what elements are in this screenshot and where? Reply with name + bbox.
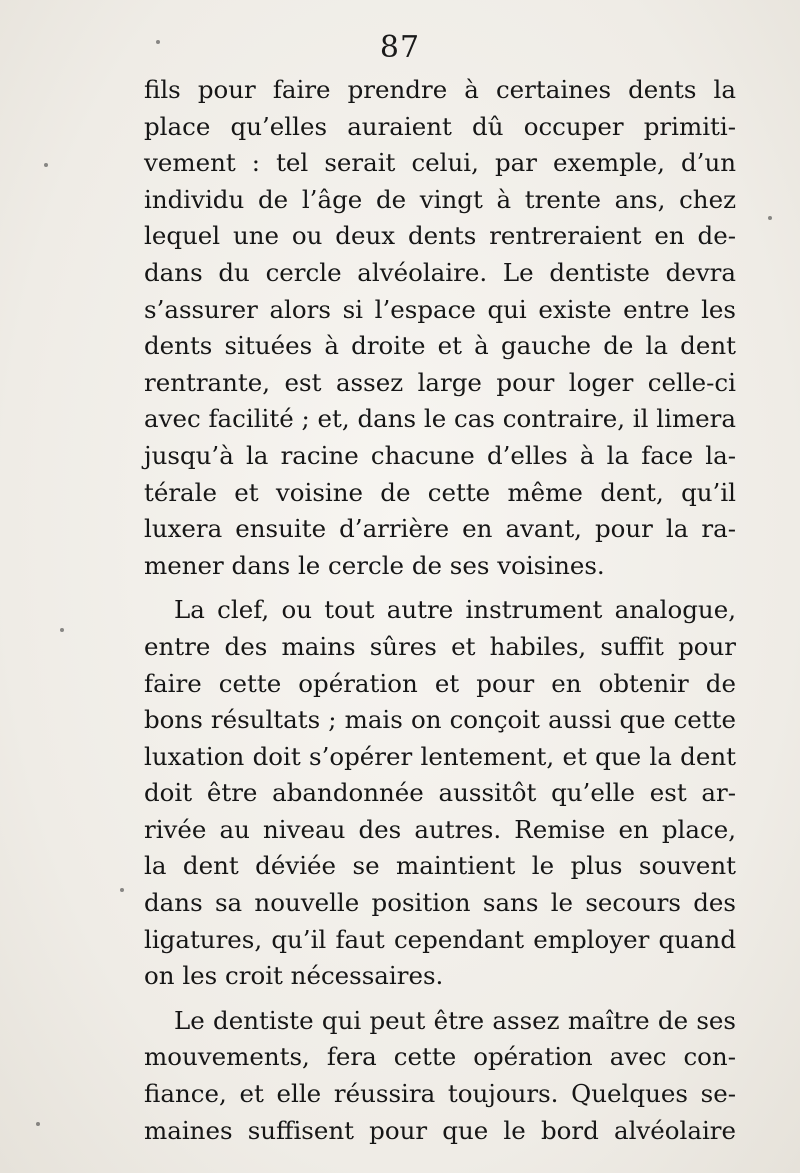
- text-line: dents situées à droite et à gauche de la dent: [144, 331, 736, 361]
- text-line: faire cette opération et pour en obtenir de: [144, 668, 736, 698]
- text-line: on les croit nécessaires.: [144, 961, 444, 991]
- text-line: La clef, ou tout autre instrument analogue,: [174, 595, 736, 625]
- page-number: 87: [379, 30, 421, 65]
- text-line: ligatures, qu’il faut cependant employer quand: [144, 924, 736, 954]
- text-line: fils pour faire prendre à certaines dents la: [144, 75, 736, 104]
- text-line: mener dans le cercle de ses voisines.: [144, 550, 605, 580]
- paper-speck: [768, 216, 772, 220]
- text-line: vement : tel serait celui, par exemple, d’un: [144, 148, 736, 178]
- text-line: bons résultats ; mais on conçoit aussi que cette: [144, 705, 736, 735]
- text-line: s’assurer alors si l’espace qui existe entre les: [144, 294, 736, 324]
- text-line: dans du cercle alvéolaire. Le dentiste devra: [144, 257, 736, 287]
- text-line: lequel une ou deux dents rentreraient en de-: [144, 221, 736, 251]
- text-line: luxera ensuite d’arrière en avant, pour la ra-: [144, 514, 736, 544]
- text-line: entre des mains sûres et habiles, suffit pour: [144, 631, 736, 661]
- paper-speck: [44, 163, 48, 167]
- paragraph-3: [144, 1003, 736, 1149]
- text-line: luxation doit s’opérer lentement, et que la dent: [144, 741, 736, 771]
- text-line: fiance, et elle réussira toujours. Quelques se-: [144, 1079, 736, 1109]
- body-text: [144, 72, 736, 1149]
- paper-speck: [60, 628, 64, 632]
- text-line: jusqu’à la racine chacune d’elles à la face la-: [144, 440, 736, 470]
- text-line: rivée au niveau des autres. Remise en place,: [144, 814, 736, 844]
- paragraph-2: [144, 592, 736, 995]
- text-line: individu de l’âge de vingt à trente ans, chez: [144, 184, 736, 214]
- paper-speck: [120, 888, 124, 892]
- text-line: maines suffisent pour que le bord alvéolaire: [144, 1115, 736, 1145]
- paper-speck: [36, 1122, 40, 1126]
- paper-speck: [156, 40, 160, 44]
- text-line: doit être abandonnée aussitôt qu’elle est ar-: [144, 778, 736, 808]
- text-line: térale et voisine de cette même dent, qu’il: [144, 477, 736, 507]
- text-line: avec facilité ; et, dans le cas contraire, il limera: [144, 404, 736, 434]
- text-line: dans sa nouvelle position sans le secours des: [144, 888, 736, 918]
- paragraph-1: [144, 72, 736, 584]
- text-line: Le dentiste qui peut être assez maître de ses: [174, 1005, 736, 1035]
- text-line: place qu’elles auraient dû occuper primiti-: [144, 111, 736, 141]
- text-line: la dent déviée se maintient le plus souvent: [144, 851, 736, 881]
- text-line: mouvements, fera cette opération avec con-: [144, 1042, 736, 1072]
- text-line: rentrante, est assez large pour loger celle-ci: [144, 367, 736, 397]
